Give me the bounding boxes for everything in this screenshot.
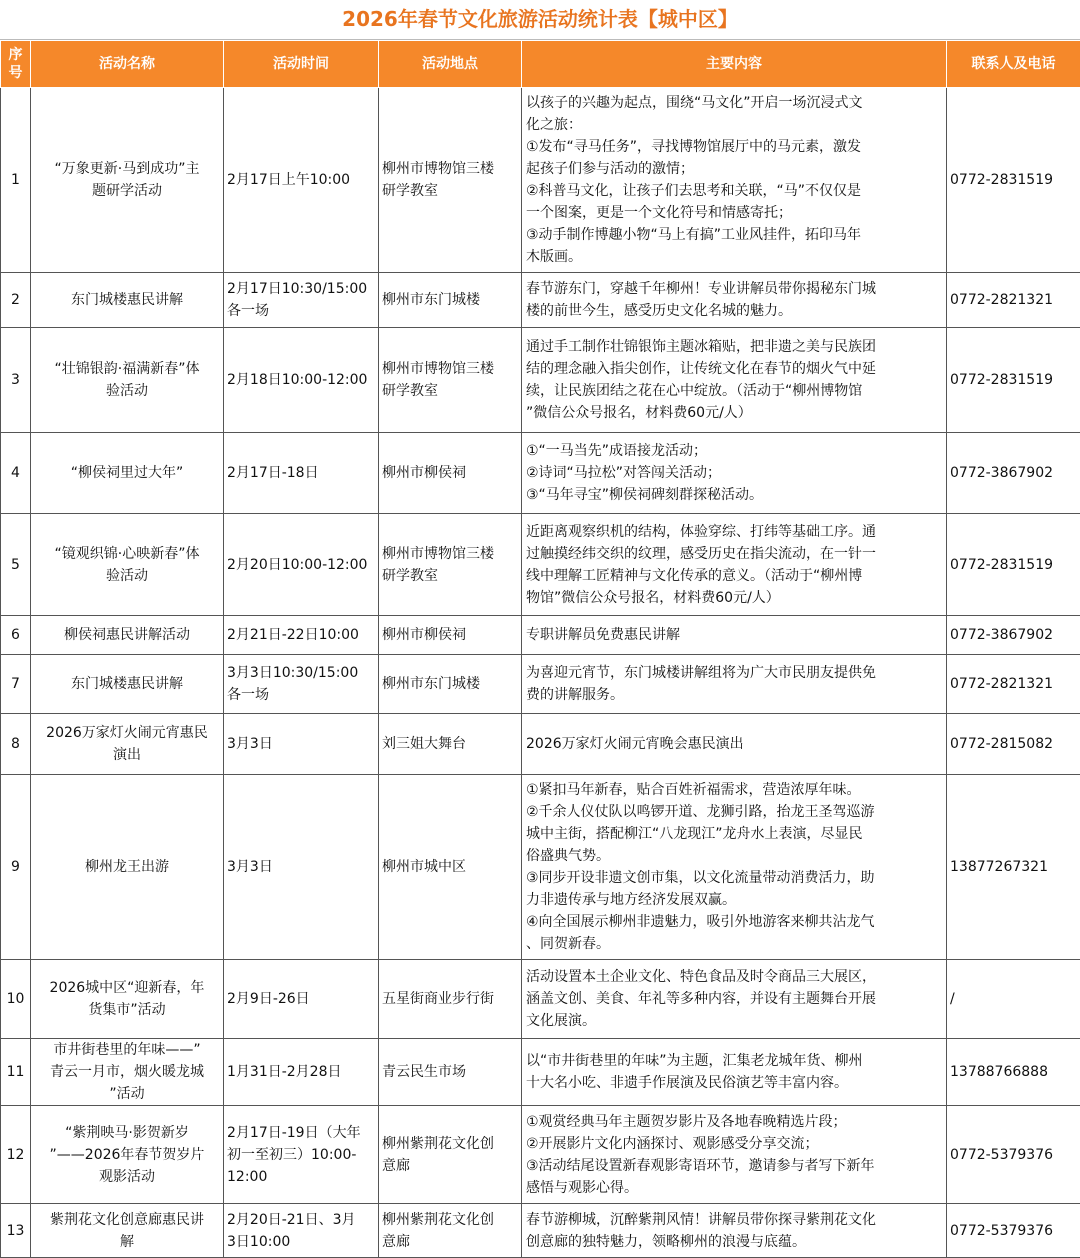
activity-name: “壮锦银韵·福满新春”体 验活动 — [31, 328, 224, 433]
table-row — [1, 88, 1080, 273]
activity-place: 柳州市柳侯祠 — [379, 433, 522, 514]
row-number: 12 — [1, 1106, 31, 1204]
activity-content: ①“一马当先”成语接龙活动； ②诗词“马拉松”对答闯关活动； ③“马年寻宝”柳侯祠碑刻群探秘活动。 — [522, 433, 947, 514]
row-number: 7 — [1, 655, 31, 714]
contact-phone: 0772-2831519 — [947, 514, 1080, 616]
activity-place: 柳州市博物馆三楼 研学教室 — [379, 88, 522, 273]
contact-phone: 13788766888 — [947, 1039, 1080, 1106]
row-number: 3 — [1, 328, 31, 433]
activity-time: 2月18日10:00-12:00 — [224, 328, 379, 433]
table-row — [1, 960, 1080, 1039]
activity-time: 2月17日-19日（大年 初一至初三）10:00- 12:00 — [224, 1106, 379, 1204]
table-row — [1, 514, 1080, 616]
activity-name: 东门城楼惠民讲解 — [31, 655, 224, 714]
table-row — [1, 616, 1080, 655]
contact-phone: 0772-2821321 — [947, 273, 1080, 328]
row-number: 2 — [1, 273, 31, 328]
row-number: 5 — [1, 514, 31, 616]
activity-content: 为喜迎元宵节，东门城楼讲解组将为广大市民朋友提供免 费的讲解服务。 — [522, 655, 947, 714]
activity-place: 柳州市东门城楼 — [379, 655, 522, 714]
header-place: 活动地点 — [379, 41, 522, 88]
activity-name: “柳侯祠里过大年” — [31, 433, 224, 514]
activity-content: ①紧扣马年新春，贴合百姓祈福需求，营造浓厚年味。 ②千余人仪仗队以鸣锣开道、龙狮引路，抬龙王圣驾巡游 城中主街，搭配柳江“八龙现江”龙舟水上表演，尽显民 俗盛典气势。 ③同步开设非遗文创市集，以文化流量带动消费活力，助 力非遗传承与地方经济发展双赢。 ④向全国展示柳州非遗魅力，吸引外地游客来柳共沾龙气 、同贺新春。 — [522, 775, 947, 960]
contact-phone: 0772-2831519 — [947, 328, 1080, 433]
contact-phone: 0772-3867902 — [947, 616, 1080, 655]
activity-place: 五星街商业步行街 — [379, 960, 522, 1039]
table-header-row — [1, 41, 1080, 88]
activity-time: 3月3日10:30/15:00 各一场 — [224, 655, 379, 714]
table-row — [1, 273, 1080, 328]
header-content: 主要内容 — [522, 41, 947, 88]
activity-time: 2月21日-22日10:00 — [224, 616, 379, 655]
activity-name: “紫荆映马·影贺新岁 ”——2026年春节贺岁片 观影活动 — [31, 1106, 224, 1204]
activity-time: 2月17日-18日 — [224, 433, 379, 514]
activity-time: 2月20日-21日、3月 3日10:00 — [224, 1204, 379, 1258]
activity-time: 3月3日 — [224, 775, 379, 960]
activity-content: 2026万家灯火闹元宵晚会惠民演出 — [522, 714, 947, 775]
activity-name: 紫荆花文化创意廊惠民讲 解 — [31, 1204, 224, 1258]
activity-name: 东门城楼惠民讲解 — [31, 273, 224, 328]
table-row — [1, 328, 1080, 433]
activity-time: 1月31日-2月28日 — [224, 1039, 379, 1106]
activity-time: 3月3日 — [224, 714, 379, 775]
contact-phone: / — [947, 960, 1080, 1039]
header-contact: 联系人及电话 — [947, 41, 1080, 88]
activity-content: 以“市井街巷里的年味”为主题，汇集老龙城年货、柳州 十大名小吃、非遗手作展演及民俗演艺等丰富内容。 — [522, 1039, 947, 1106]
contact-phone: 0772-5379376 — [947, 1106, 1080, 1204]
header-time: 活动时间 — [224, 41, 379, 88]
header-name: 活动名称 — [31, 41, 224, 88]
activity-content: 通过手工制作壮锦银饰主题冰箱贴，把非遗之美与民族团 结的理念融入指尖创作，让传统文化在春节的烟火气中延 续，让民族团结之花在心中绽放。（活动于“柳州博物馆 ”微信公众号报名，材料费60元/人） — [522, 328, 947, 433]
page-title: 2026年春节文化旅游活动统计表【城中区】 — [0, 0, 1080, 40]
activity-content: 以孩子的兴趣为起点，围绕“马文化”开启一场沉浸式文 化之旅： ①发布“寻马任务”，寻找博物馆展厅中的马元素，激发 起孩子们参与活动的激情； ②科普马文化，让孩子们去思考和关联，“马”不仅仅是 一个图案，更是一个文化符号和情感寄托； ③动手制作博趣小物“马上有搞”工业风挂件，拓印马年 木版画。 — [522, 88, 947, 273]
activity-content: 专职讲解员免费惠民讲解 — [522, 616, 947, 655]
activity-content: 春节游东门，穿越千年柳州！专业讲解员带你揭秘东门城 楼的前世今生，感受历史文化名城的魅力。 — [522, 273, 947, 328]
activity-place: 柳州市柳侯祠 — [379, 616, 522, 655]
activity-time: 2月17日上午10:00 — [224, 88, 379, 273]
row-number: 13 — [1, 1204, 31, 1258]
activity-place: 柳州市东门城楼 — [379, 273, 522, 328]
row-number: 11 — [1, 1039, 31, 1106]
activity-place: 柳州市博物馆三楼 研学教室 — [379, 328, 522, 433]
activity-place: 柳州市城中区 — [379, 775, 522, 960]
row-number: 9 — [1, 775, 31, 960]
contact-phone: 0772-5379376 — [947, 1204, 1080, 1258]
table-row — [1, 1106, 1080, 1204]
activity-name: 柳侯祠惠民讲解活动 — [31, 616, 224, 655]
activity-name: “万象更新·马到成功”主 题研学活动 — [31, 88, 224, 273]
activity-place: 刘三姐大舞台 — [379, 714, 522, 775]
activity-content: 近距离观察织机的结构，体验穿综、打纬等基础工序。通 过触摸经纬交织的纹理，感受历史在指尖流动，在一针一 线中理解工匠精神与文化传承的意义。（活动于“柳州博 物馆”微信公众号报名，材料费60元/人） — [522, 514, 947, 616]
header-no: 序 号 — [1, 41, 31, 88]
row-number: 1 — [1, 88, 31, 273]
table-row — [1, 775, 1080, 960]
contact-phone: 0772-3867902 — [947, 433, 1080, 514]
activity-content: 活动设置本土企业文化、特色食品及时令商品三大展区， 涵盖文创、美食、年礼等多种内容，并设有主题舞台开展 文化展演。 — [522, 960, 947, 1039]
table-row — [1, 1204, 1080, 1258]
contact-phone: 0772-2821321 — [947, 655, 1080, 714]
activity-time: 2月17日10:30/15:00 各一场 — [224, 273, 379, 328]
activity-name: 柳州龙王出游 — [31, 775, 224, 960]
activity-name: 2026城中区“迎新春，年 货集市”活动 — [31, 960, 224, 1039]
activity-name: “镜观织锦·心映新春”体 验活动 — [31, 514, 224, 616]
activity-place: 青云民生市场 — [379, 1039, 522, 1106]
table-row — [1, 1039, 1080, 1106]
table-row — [1, 433, 1080, 514]
activity-content: 春节游柳城，沉醉紫荆风情！讲解员带你探寻紫荆花文化 创意廊的独特魅力，领略柳州的浪漫与底蕴。 — [522, 1204, 947, 1258]
row-number: 4 — [1, 433, 31, 514]
activity-place: 柳州紫荆花文化创 意廊 — [379, 1204, 522, 1258]
table-row — [1, 714, 1080, 775]
row-number: 6 — [1, 616, 31, 655]
activity-name: 2026万家灯火闹元宵惠民 演出 — [31, 714, 224, 775]
contact-phone: 13877267321 — [947, 775, 1080, 960]
contact-phone: 0772-2815082 — [947, 714, 1080, 775]
activity-place: 柳州紫荆花文化创 意廊 — [379, 1106, 522, 1204]
row-number: 8 — [1, 714, 31, 775]
activity-name: 市井街巷里的年味——” 青云一月市，烟火暖龙城 ”活动 — [31, 1039, 224, 1106]
activity-time: 2月20日10:00-12:00 — [224, 514, 379, 616]
table-row — [1, 655, 1080, 714]
activity-place: 柳州市博物馆三楼 研学教室 — [379, 514, 522, 616]
activity-table — [0, 40, 1080, 1258]
activity-time: 2月9日-26日 — [224, 960, 379, 1039]
row-number: 10 — [1, 960, 31, 1039]
contact-phone: 0772-2831519 — [947, 88, 1080, 273]
activity-content: ①观赏经典马年主题贺岁影片及各地春晚精选片段； ②开展影片文化内涵探讨、观影感受分享交流； ③活动结尾设置新春观影寄语环节，邀请参与者写下新年 感悟与观影心得。 — [522, 1106, 947, 1204]
